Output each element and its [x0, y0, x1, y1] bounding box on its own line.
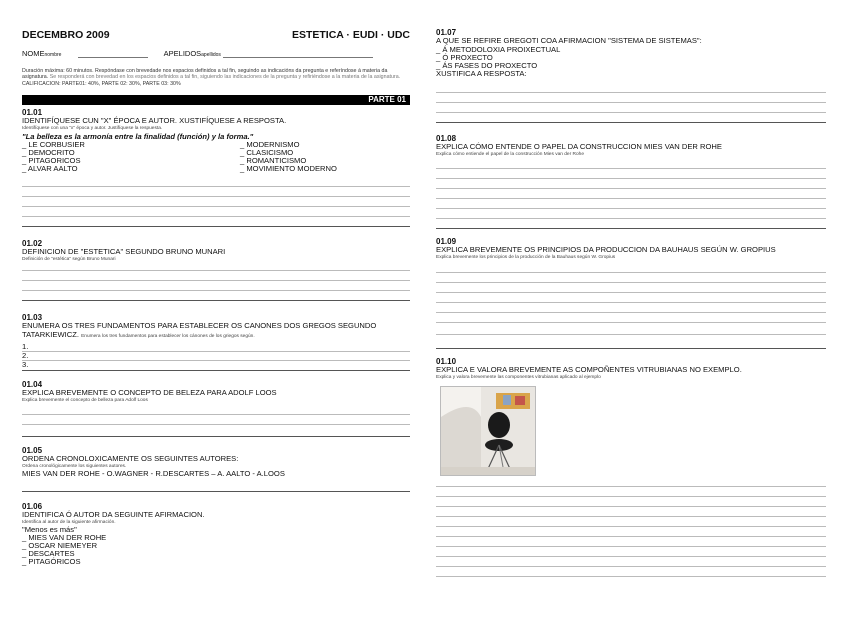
option-item[interactable]: _ ROMANTICISMO: [240, 156, 307, 165]
name-row: [22, 49, 410, 58]
question-title: A QUE SE REFIRE GREGOTI COA AFIRMACION "SISTEMA DE SISTEMAS":: [436, 36, 702, 45]
question-subtitle: Explica y valora brevemente las componentes vitrubianas aplicado al ejemplo: [436, 374, 601, 380]
option-item[interactable]: _ ALVAR AALTO: [22, 164, 78, 174]
enum-item-2[interactable]: 2.: [22, 352, 410, 361]
question-01-02: [22, 239, 410, 263]
question-subtitle: Identifíquese con una "x" época y autor. Justifíquese la respuesta.: [22, 125, 163, 131]
option-item[interactable]: _ MODERNISMO: [240, 139, 300, 149]
option-item[interactable]: _ PITAGORICOS: [22, 156, 81, 165]
question-01-06: [22, 502, 410, 567]
option-item[interactable]: _ CLASICISMO: [240, 147, 294, 157]
part-bar: [22, 95, 410, 105]
question-number: 01.03: [22, 313, 43, 322]
option-item[interactable]: _ ÁS FASES DO PROXECTO: [436, 61, 538, 70]
question-01-03: [22, 313, 410, 340]
question-title-cont: TATARKIEWICZ.: [22, 329, 79, 339]
question-subtitle: Explica brevemente el concepto de belleza para Adolf Loos: [22, 397, 148, 403]
enumeration-list: [22, 343, 410, 371]
question-number: 01.08: [436, 134, 457, 143]
question-quote: "Menos es más": [22, 524, 77, 534]
question-number: 01.06: [22, 502, 43, 511]
question-title: EXPLICA E VALORA BREVEMENTE AS COMPOÑENTES VITRUBIANAS NO EXEMPLO.: [436, 365, 742, 374]
enum-item-1[interactable]: 1.: [22, 343, 410, 352]
question-title: ORDENA CRONOLOXICAMENTE OS SEGUINTES AUTORES:: [22, 454, 239, 463]
option-item[interactable]: _ MIES VAN DER ROHE: [22, 532, 107, 542]
question-number: 01.02: [22, 239, 43, 248]
question-01-09: [436, 237, 826, 261]
instructions-grading: CALIFICACION: PARTE01: 40%, PARTE 02: 30%, PARTE 03: 30%: [22, 80, 181, 87]
exam-date: DECEMBRO 2009: [22, 29, 110, 41]
question-title: EXPLICA BREVEMENTE O CONCEPTO DE BELEZA PARA ADOLF LOOS: [22, 388, 277, 397]
question-subtitle: Explica cómo entiende el papel de la construcción Mies van der Rohe: [436, 151, 584, 157]
nome-field[interactable]: [78, 49, 148, 58]
option-item[interactable]: _ Ó PROXECTO: [436, 52, 493, 62]
instructions: [22, 68, 410, 87]
question-subtitle: Definición de "estética" según Bruno Munari: [22, 256, 116, 262]
enum-item-3[interactable]: 3.: [22, 361, 410, 370]
question-title: EXPLICA CÓMO ENTENDE O PAPEL DA CONSTRUCCION MIES VAN DER ROHE: [436, 142, 722, 151]
apelidos-field[interactable]: [223, 49, 373, 58]
option-item[interactable]: _ PITAGÓRICOS: [22, 557, 81, 567]
part-label: PARTE 01: [368, 95, 406, 104]
question-title: EXPLICA BREVEMENTE OS PRINCIPIOS DA PRODUCCION DA BAUHAUS SEGÚN W. GROPIUS: [436, 245, 776, 254]
nome-sub: nombre: [44, 52, 62, 58]
course-title: ESTETICA · EUDI · UDC: [291, 29, 410, 41]
author-options: [22, 141, 410, 174]
author-list: MIES VAN DER ROHE - O.WAGNER - R.DESCARTES – A. AALTO - A.LOOS: [22, 468, 285, 478]
question-number: 01.01: [22, 108, 43, 117]
option-item[interactable]: _ DESCARTES: [22, 549, 75, 559]
option-item[interactable]: _ MOVIMIENTO MODERNO: [240, 164, 337, 174]
chair-image: [441, 387, 535, 475]
question-01-07: [436, 28, 826, 78]
exam-header: [22, 29, 410, 43]
question-subtitle: Enumera los tres fundamentos para establecer los cánones de los griegos según.: [81, 333, 255, 339]
question-number: 01.10: [436, 357, 457, 366]
question-number: 01.05: [22, 446, 43, 455]
option-item[interactable]: _ LE CORBUSIER: [22, 139, 85, 149]
question-01-10: [436, 357, 826, 381]
question-01-08: [436, 134, 826, 158]
question-subtitle: Ordena cronológicamente los siguientes autores.: [22, 463, 127, 469]
apelidos-label: APELIDOS: [163, 49, 202, 58]
question-01-04: [22, 380, 410, 404]
question-title: DEFINICION DE "ESTETICA" SEGUNDO BRUNO MUNARI: [22, 247, 226, 256]
question-subtitle: Identifica al autor de la siguiente afirmación.: [22, 519, 116, 525]
question-01-05: [22, 446, 410, 478]
option-item[interactable]: _ Á METODOLOXIA PROIXECTUAL: [436, 44, 561, 54]
option-item[interactable]: _ DEMOCRITO: [22, 147, 75, 157]
apelidos-sub: apellidos: [201, 52, 221, 58]
question-01-01: [22, 108, 410, 173]
option-item[interactable]: _ OSCAR NIEMEYER: [22, 541, 98, 550]
question-title: IDENTIFICA Ó AUTOR DA SEGUINTE AFIRMACION.: [22, 510, 205, 519]
option-columns: [22, 141, 410, 174]
instructions-sub: Se responderá con brevedad en los espacios definidos a tal fin, siguiendo las indicaciones de la pregunta y refiriéndose a la materia de la asignatura.: [49, 74, 401, 81]
nome-label: NOME: [22, 49, 45, 58]
justify-label: XUSTIFICA A RESPOSTA:: [436, 69, 527, 79]
question-title: ENUMERA OS TRES FUNDAMENTOS PARA ESTABLECER OS CANONES DOS GREGOS SEGUNDO: [22, 321, 377, 330]
question-number: 01.07: [436, 28, 457, 37]
ant-chair-photo: [440, 386, 536, 476]
instructions-main: Duración máxima: 60 minutos. Respóndase con brevedade nos espacios definidos a tal fin, seguindo as indicacións da pregunta e referíndose á materia da asignatura.: [22, 68, 388, 81]
question-number: 01.04: [22, 380, 43, 389]
question-quote: "La belleza es la armonía entre la finalidad (función) y la forma.": [22, 131, 254, 141]
question-title: IDENTIFÍQUESE CUN "X" ÉPOCA E AUTOR. XUSTIFÍQUESE A RESPOSTA.: [22, 116, 287, 125]
epoch-options: [240, 141, 337, 174]
question-number: 01.09: [436, 237, 457, 246]
question-subtitle: Explica brevemente los principios de la producción de la Bauhaus según W. Gropius: [436, 254, 616, 260]
